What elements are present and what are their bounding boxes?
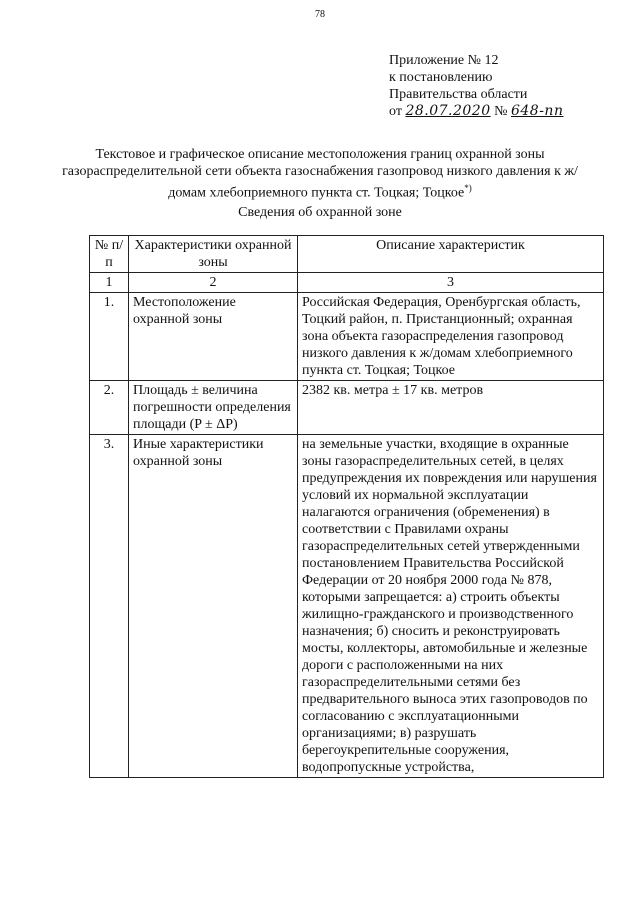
document-subtitle: Сведения об охранной зоне [238,205,402,220]
header-cell-number: № п/п [90,236,129,273]
row-description-cell: 2382 кв. метра ± 17 кв. метров [298,381,604,435]
row-name-cell: Иные характеристики охранной зоны [129,435,298,778]
column-number-cell: 3 [298,273,604,293]
table-header-row [90,236,604,273]
document-title [60,146,580,202]
handwritten-number: 648-пп [510,103,564,119]
appendix-date-line [389,103,563,120]
table-row [90,381,604,435]
protection-zone-table [89,235,604,778]
appendix-line-2: к постановлению [389,70,493,85]
table-row [90,293,604,381]
title-footnote-mark: *) [464,183,472,193]
header-cell-characteristics: Характеристики охранной зоны [129,236,298,273]
row-number-cell: 3. [90,435,129,778]
header-cell-description: Описание характеристик [298,236,604,273]
column-number-cell: 2 [129,273,298,293]
row-name-cell: Местоположение охранной зоны [129,293,298,381]
handwritten-date: 28.07.2020 [405,103,491,119]
document-title-text: Текстовое и графическое описание местоположения границ охранной зоны газораспределительной сети объекта газоснабжения газопровод низкого давления к ж/домам хлебоприемного пункта ст. Тоцкая; Тоцкое [62,147,578,201]
row-number-cell: 1. [90,293,129,381]
column-number-cell: 1 [90,273,129,293]
row-number-cell: 2. [90,381,129,435]
appendix-block [389,52,563,120]
row-description-cell: Российская Федерация, Оренбургская область, Тоцкий район, п. Пристанционный; охранная зона объекта газораспределения газопровод низкого давления к ж/домам хлебоприемного пункта ст. Тоцкая; Тоцкое [298,293,604,381]
row-name-cell: Площадь ± величина погрешности определения площади (P ± ΔP) [129,381,298,435]
column-number-row [90,273,604,293]
table-row [90,435,604,778]
date-prefix: от [389,104,402,119]
row-description-cell: на земельные участки, входящие в охранные зоны газораспределительных сетей, в целях предупреждения их повреждения или нарушения условий их нормальной эксплуатации налагаются ограничения (обременения) в соответствии с Правилами охраны газораспределительных сетей утвержденными постановлением Правительства Российской Федерации от 20 ноября 2000 года № 878, которыми запрещается: а) строить объекты жилищно-гражданского и производственного назначения; б) сносить и реконструировать мосты, коллекторы, автомобильные и железные дороги с расположенными на них газораспределительными сетями без предварительного выноса этих газопроводов по согласованию с эксплуатационными организациями; в) разрушать берегоукрепительные сооружения, водопропускные устройства, [298,435,604,778]
number-prefix: № [494,104,508,119]
appendix-line-1: Приложение № 12 [389,53,499,68]
page-number: 78 [315,9,325,20]
appendix-line-3: Правительства области [389,87,528,102]
